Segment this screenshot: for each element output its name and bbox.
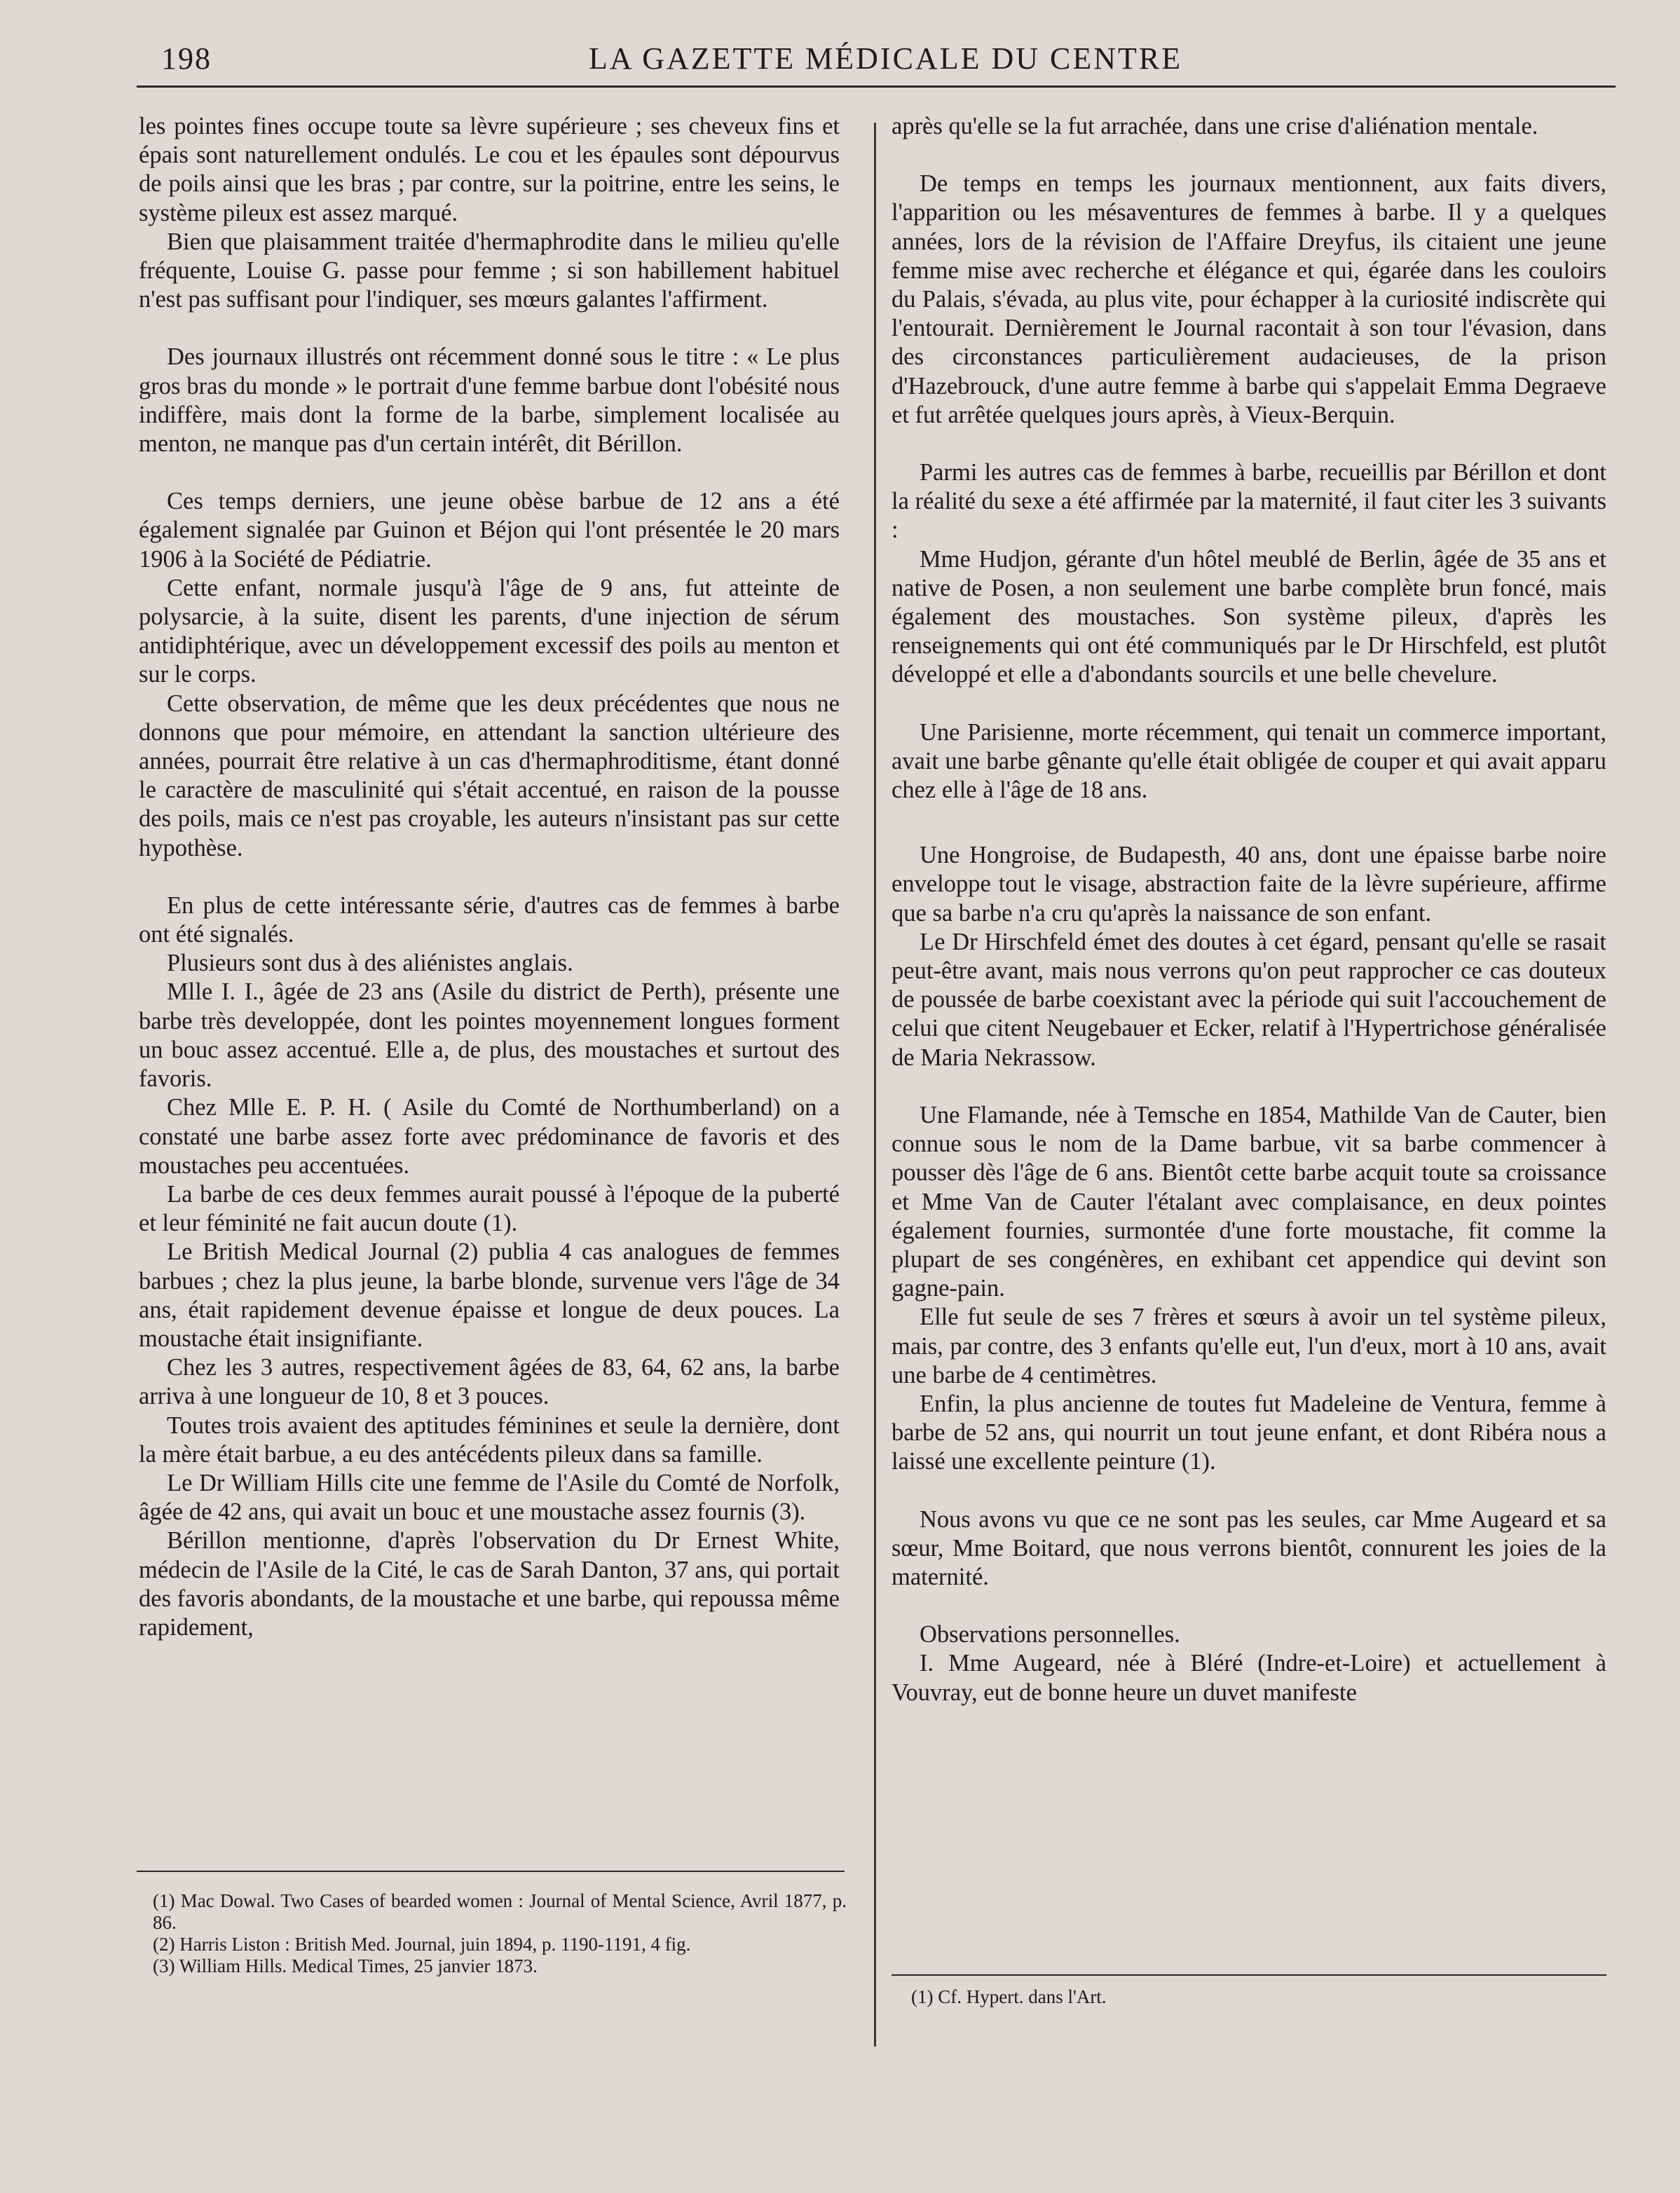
paragraph: Une Parisienne, morte récemment, qui tenait un commerce important, avait une barbe gênante qu'elle était obligée de couper et qui avait apparu chez elle à l'âge de 18 ans. xyxy=(892,718,1606,804)
paragraph: Mlle I. I., âgée de 23 ans (Asile du district de Perth), présente une barbe très developpée, dont les pointes moyennement longues forment un bouc assez accentué. Elle a, de plus, des moustaches et surtout des favoris. xyxy=(139,978,840,1093)
running-title: LA GAZETTE MÉDICALE DU CENTRE xyxy=(589,41,1183,76)
paragraph: Bien que plaisamment traitée d'hermaphrodite dans le milieu qu'elle fréquente, Louise G. passe pour femme ; si son habillement habituel n'est pas suffisant pour l'indiquer, ses mœurs galantes l'affirment. xyxy=(139,228,840,313)
paragraph: Ces temps derniers, une jeune obèse barbue de 12 ans a été également signalée par Guinon et Béjon qui l'ont présentée le 20 mars 1906 à la Société de Pédiatrie. xyxy=(139,488,840,573)
paragraph: Le Dr William Hills cite une femme de l'Asile du Comté de Norfolk, âgée de 42 ans, qui avait un bouc et une moustache assez fournis (3). xyxy=(139,1469,840,1526)
paragraph: Elle fut seule de ses 7 frères et sœurs à avoir un tel système pileux, mais, par contre, des 3 enfants qu'elle eut, l'un d'eux, mort à 10 ans, avait une barbe de 4 centimètres. xyxy=(892,1304,1606,1388)
paragraph: Le Dr Hirschfeld émet des doutes à cet égard, pensant qu'elle se rasait peut-être avant, mais nous verrons qu'on peut rapprocher ce cas douteux de poussée de barbe coexistant avec la période qui suit l'accouchement de celui que citent Neugebauer et Ecker, relatif à l'Hypertrichose généralisée de Maria Nekrassow. xyxy=(892,928,1606,1071)
paragraph: Une Flamande, née à Temsche en 1854, Mathilde Van de Cauter, bien connue sous le nom de la Dame barbue, vit sa barbe commencer à pousser dès l'âge de 6 ans. Bientôt cette barbe acquit toute sa croissance et Mme Van de Cauter l'étalant avec complaisance, en deux pointes également fournies, surmontée d'une forte moustache, fit comme la plupart de ses congénères, en exhibant cet appendice qui devint son gagne-pain. xyxy=(892,1101,1606,1302)
footnote-rule xyxy=(892,1974,1606,1976)
paragraph: les pointes fines occupe toute sa lèvre supérieure ; ses cheveux fins et épais sont naturellement ondulés. Le cou et les épaules sont dépourvus de poils ainsi que les bras ; par contre, sur la poitrine, entre les seins, le système pileux est assez marqué. xyxy=(139,113,840,226)
paragraph: Nous avons vu que ce ne sont pas les seules, car Mme Augeard et sa sœur, Mme Boitard, que nous verrons bientôt, connurent les joies de la maternité. xyxy=(892,1505,1606,1590)
paragraph: La barbe de ces deux femmes aurait poussé à l'époque de la puberté et leur féminité ne fait aucun doute (1). xyxy=(139,1180,840,1237)
paragraph: Une Hongroise, de Budapesth, 40 ans, dont une épaisse barbe noire enveloppe tout le visage, abstraction faite de la lèvre supérieure, affirme que sa barbe n'a cru qu'après la naissance de son enfant. xyxy=(892,842,1606,927)
paragraph: Toutes trois avaient des aptitudes féminines et seule la dernière, dont la mère était barbue, a eu des antécédents pileux dans sa famille. xyxy=(139,1412,840,1468)
paragraph: après qu'elle se la fut arrachée, dans une crise d'aliénation mentale. xyxy=(892,113,1538,139)
paragraph: Le British Medical Journal (2) publia 4 cas analogues de femmes barbues ; chez la plus jeune, la barbe blonde, survenue vers l'âge de 34 ans, était rapidement devenue épaisse et longue de deux pouces. La moustache était insignifiante. xyxy=(139,1238,840,1352)
paragraph: De temps en temps les journaux mentionnent, aux faits divers, l'apparition ou les mésaventures de femmes à barbe. Il y a quelques années, lors de la révision de l'Affaire Dreyfus, ils citaient une jeune femme mise avec recherche et élégance et qui, égarée dans les couloirs du Palais, s'évada, au plus vite, pour échapper à la curiosité indiscrète qui l'entourait. Dernièrement le Journal racontait à son tour l'évasion, dans des circonstances particulièrement audacieuses, de la prison d'Hazebrouck, d'une autre femme à barbe qui s'appelait Emma Degraeve et fut arrêtée quelques jours après, à Vieux-Berquin. xyxy=(892,170,1606,428)
right-footnotes xyxy=(911,1986,1612,2008)
paragraph: Des journaux illustrés ont récemment donné sous le titre : « Le plus gros bras du monde » le portrait d'une femme barbue dont l'obésité nous indiffère, mais dont la forme de la barbe, simplement localisée au menton, ne manque pas d'un certain intérêt, dit Bérillon. xyxy=(139,343,840,458)
left-footnotes xyxy=(153,1890,847,1977)
footnote: (1) Cf. Hypert. dans l'Art. xyxy=(911,1986,1107,2007)
paragraph: En plus de cette intéressante série, d'autres cas de femmes à barbe ont été signalés. xyxy=(139,891,840,948)
right-column xyxy=(892,112,1606,1707)
footnote: (2) Harris Liston : British Med. Journal, juin 1894, p. 1190-1191, 4 fig. xyxy=(153,1934,691,1955)
paragraph: I. Mme Augeard, née à Bléré (Indre-et-Loire) et actuellement à Vouvray, eut de bonne heure un duvet manifeste xyxy=(892,1650,1606,1706)
page-header xyxy=(161,36,1493,78)
paragraph: Cette observation, de même que les deux précédentes que nous ne donnons que pour mémoire, en attendant la sanction ultérieure des années, pourrait être relative à un cas d'hermaphroditisme, étant donné le caractère de masculinité qui s'était accentué, en raison de la pousse des poils, mais ce n'est pas croyable, les auteurs n'insistant pas sur cette hypothèse. xyxy=(139,690,840,861)
paragraph: Plusieurs sont dus à des aliénistes anglais. xyxy=(167,950,573,977)
left-column xyxy=(139,112,840,1642)
paragraph: Cette enfant, normale jusqu'à l'âge de 9 ans, fut atteinte de polysarcie, à la suite, disent les parents, d'une injection de sérum antidiphtérique, avec un développement excessif des poils au menton et sur le corps. xyxy=(139,574,840,688)
section-heading: Observations personnelles. xyxy=(920,1621,1180,1648)
footnote-rule xyxy=(137,1871,845,1872)
paragraph: Mme Hudjon, gérante d'un hôtel meublé de Berlin, âgée de 35 ans et native de Posen, a non seulement une barbe complète brun foncé, mais également des moustaches. Son système pileux, d'après les renseignements qui ont été communiqués par le Dr Hirschfeld, est plutôt développé et elle a d'abondants sourcils et une belle chevelure. xyxy=(892,545,1606,688)
header-rule xyxy=(137,86,1616,88)
paragraph: Enfin, la plus ancienne de toutes fut Madeleine de Ventura, femme à barbe de 52 ans, qui nourrit un tout jeune enfant, et dont Ribéra nous a laissé une excellente peinture (1). xyxy=(892,1390,1606,1475)
paragraph: Chez Mlle E. P. H. ( Asile du Comté de Northumberland) on a constaté une barbe assez forte avec prédominance de favoris et des moustaches peu accentuées. xyxy=(139,1094,840,1179)
paragraph: Chez les 3 autres, respectivement âgées de 83, 64, 62 ans, la barbe arriva à une longueur de 10, 8 et 3 pouces. xyxy=(139,1354,840,1410)
column-divider xyxy=(874,123,876,2047)
paragraph: Bérillon mentionne, d'après l'observation du Dr Ernest White, médecin de l'Asile de la Cité, le cas de Sarah Danton, 37 ans, qui portait des favoris abondants, de la moustache et une barbe, qui repoussa même rapidement, xyxy=(139,1527,840,1641)
footnote: (1) Mac Dowal. Two Cases of bearded women : Journal of Mental Science, Avril 1877, p. 86. xyxy=(153,1890,847,1933)
paragraph: Parmi les autres cas de femmes à barbe, recueillis par Bérillon et dont la réalité du sexe a été affirmée par la maternité, il faut citer les 3 suivants : xyxy=(892,459,1606,544)
page-number: 198 xyxy=(161,41,212,76)
footnote: (3) William Hills. Medical Times, 25 janvier 1873. xyxy=(153,1955,538,1976)
